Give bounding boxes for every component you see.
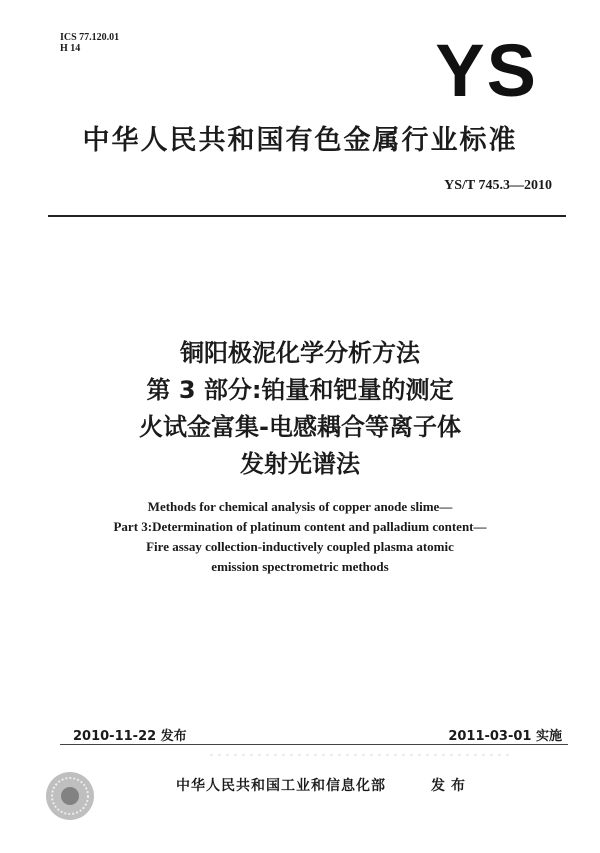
document-title-english xyxy=(0,497,600,577)
classification-codes xyxy=(60,32,119,54)
standard-category-title: 中华人民共和国有色金属行业标准 xyxy=(82,125,518,156)
en-title-line-1: Methods for chemical analysis of copper anode slime— xyxy=(147,499,453,514)
standard-number: YS/T 745.3—2010 xyxy=(444,178,552,193)
cn-title-line-1: 铜阳极泥化学分析方法 xyxy=(180,339,420,367)
en-title-line-3: Fire assay collection-inductively coupled plasma atomic xyxy=(146,539,454,554)
header-divider xyxy=(48,215,566,217)
seal-stamp-icon xyxy=(44,770,96,822)
ys-logo: YS xyxy=(435,29,538,112)
cn-title-line-2: 第 3 部分:铂量和钯量的测定 xyxy=(146,376,454,404)
implementation-date: 2011-03-01 实施 xyxy=(448,729,562,744)
scan-noise-decoration xyxy=(210,752,510,758)
en-title-line-2: Part 3:Determination of platinum content and palladium content— xyxy=(113,519,487,534)
footer-divider xyxy=(60,744,568,745)
document-title-chinese xyxy=(0,335,600,483)
issuing-action: 发布 xyxy=(431,778,471,794)
en-title-line-4: emission spectrometric methods xyxy=(211,559,389,574)
cn-title-line-3: 火试金富集-电感耦合等离子体 xyxy=(139,413,461,441)
cn-title-line-4: 发射光谱法 xyxy=(240,450,360,478)
issue-date: 2010-11-22 发布 xyxy=(73,729,187,744)
ccs-code: H 14 xyxy=(60,43,81,54)
ics-code: ICS 77.120.01 xyxy=(60,32,120,43)
issuing-authority: 中华人民共和国工业和信息化部 xyxy=(176,778,386,794)
